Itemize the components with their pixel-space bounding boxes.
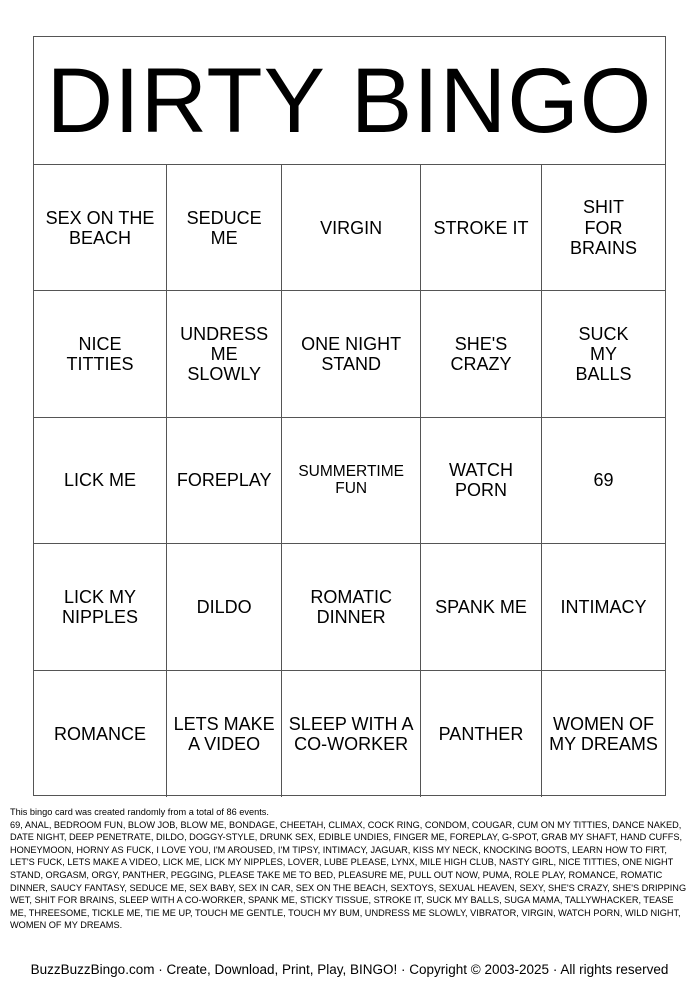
bingo-cell: ROMATIC DINNER <box>282 544 421 670</box>
bingo-cell: NICE TITTIES <box>34 291 167 417</box>
bingo-cell: LICK ME <box>34 418 167 544</box>
bingo-cell: VIRGIN <box>282 165 421 291</box>
event-list-intro: This bingo card was created randomly from a total of 86 events. <box>10 807 269 817</box>
bingo-cell: LETS MAKE A VIDEO <box>167 671 282 797</box>
bingo-cell: INTIMACY <box>542 544 665 670</box>
card-title: DIRTY BINGO <box>34 37 665 165</box>
bingo-cell: UNDRESS ME SLOWLY <box>167 291 282 417</box>
bingo-cell: SLEEP WITH A CO-WORKER <box>282 671 421 797</box>
bingo-cell: LICK MY NIPPLES <box>34 544 167 670</box>
bingo-cell: ONE NIGHT STAND <box>282 291 421 417</box>
bingo-cell: FOREPLAY <box>167 418 282 544</box>
bingo-cell: SEX ON THE BEACH <box>34 165 167 291</box>
bingo-cell: SHIT FOR BRAINS <box>542 165 665 291</box>
bingo-cell: STROKE IT <box>421 165 542 291</box>
bingo-cell: 69 <box>542 418 665 544</box>
bingo-cell: SEDUCE ME <box>167 165 282 291</box>
bingo-card <box>33 36 666 796</box>
bingo-cell: DILDO <box>167 544 282 670</box>
bingo-cell: PANTHER <box>421 671 542 797</box>
bingo-cell: WATCH PORN <box>421 418 542 544</box>
event-list-text: 69, ANAL, BEDROOM FUN, BLOW JOB, BLOW ME, BONDAGE, CHEETAH, CLIMAX, COCK RING, CONDOM, COUGAR, CUM ON MY TITTIES, DANCE NAKED, DATE NIGHT, DEEP PENETRATE, DILDO, DOGGY-STYLE, DRUNK SEX, EDIBLE UNDIES, FINGER ME, FOREPLAY, G-SPOT, GRAB MY SHAFT, HAND CUFFS, HONEYMOON, HORNY AS FUCK, I LOVE YOU, I'M AROUSED, I'M TIPSY, INTIMACY, JAGUAR, KISS MY NECK, KNOCKING BOOTS, LEARN HOW TO FIRT, LET'S FUCK, LETS MAKE A VIDEO, LICK ME, LICK MY NIPPLES, LOVER, LUBE PLEASE, LYNX, MILE HIGH CLUB, NASTY GIRL, NICE TITTIES, ONE NIGHT STAND, ORGASM, ORGY, PANTHER, PEGGING, PLEASE TAKE ME TO BED, PLEASURE ME, PULL OUT NOW, PUMA, ROLE PLAY, ROMANCE, ROMATIC DINNER, SAUCY FANTASY, SEDUCE ME, SEX BABY, SEX IN CAR, SEX ON THE BEACH, SEXTOYS, SEXUAL HEAVEN, SEXY, SHE'S CRAZY, SHE'S DRIPPING WET, SHIT FOR BRAINS, SLEEP WITH A CO-WORKER, SPANK ME, STICKY TISSUE, STROKE IT, SUCK MY BALLS, SUGA MAMA, TALLYWHACKER, TEASE ME, THREESOME, TICKLE ME, TIE ME UP, TOUCH ME GENTLE, TOUCH MY BUM, UNDRESS ME SLOWLY, VIBRATOR, VIRGIN, WATCH PORN, WILD NIGHT, WOMEN OF MY DREAMS. <box>10 819 687 931</box>
bingo-cell: ROMANCE <box>34 671 167 797</box>
footer: BuzzBuzzBingo.com · Create, Download, Print, Play, BINGO! · Copyright © 2003-2025 · All rights reserved <box>30 962 669 977</box>
bingo-cell: SPANK ME <box>421 544 542 670</box>
bingo-cell: SUCK MY BALLS <box>542 291 665 417</box>
bingo-cell: WOMEN OF MY DREAMS <box>549 713 658 754</box>
event-list <box>10 806 690 932</box>
bingo-cell: SUMMERTIME FUN <box>282 418 421 544</box>
bingo-cell: SHE'S CRAZY <box>421 291 542 417</box>
bingo-grid <box>34 165 665 797</box>
